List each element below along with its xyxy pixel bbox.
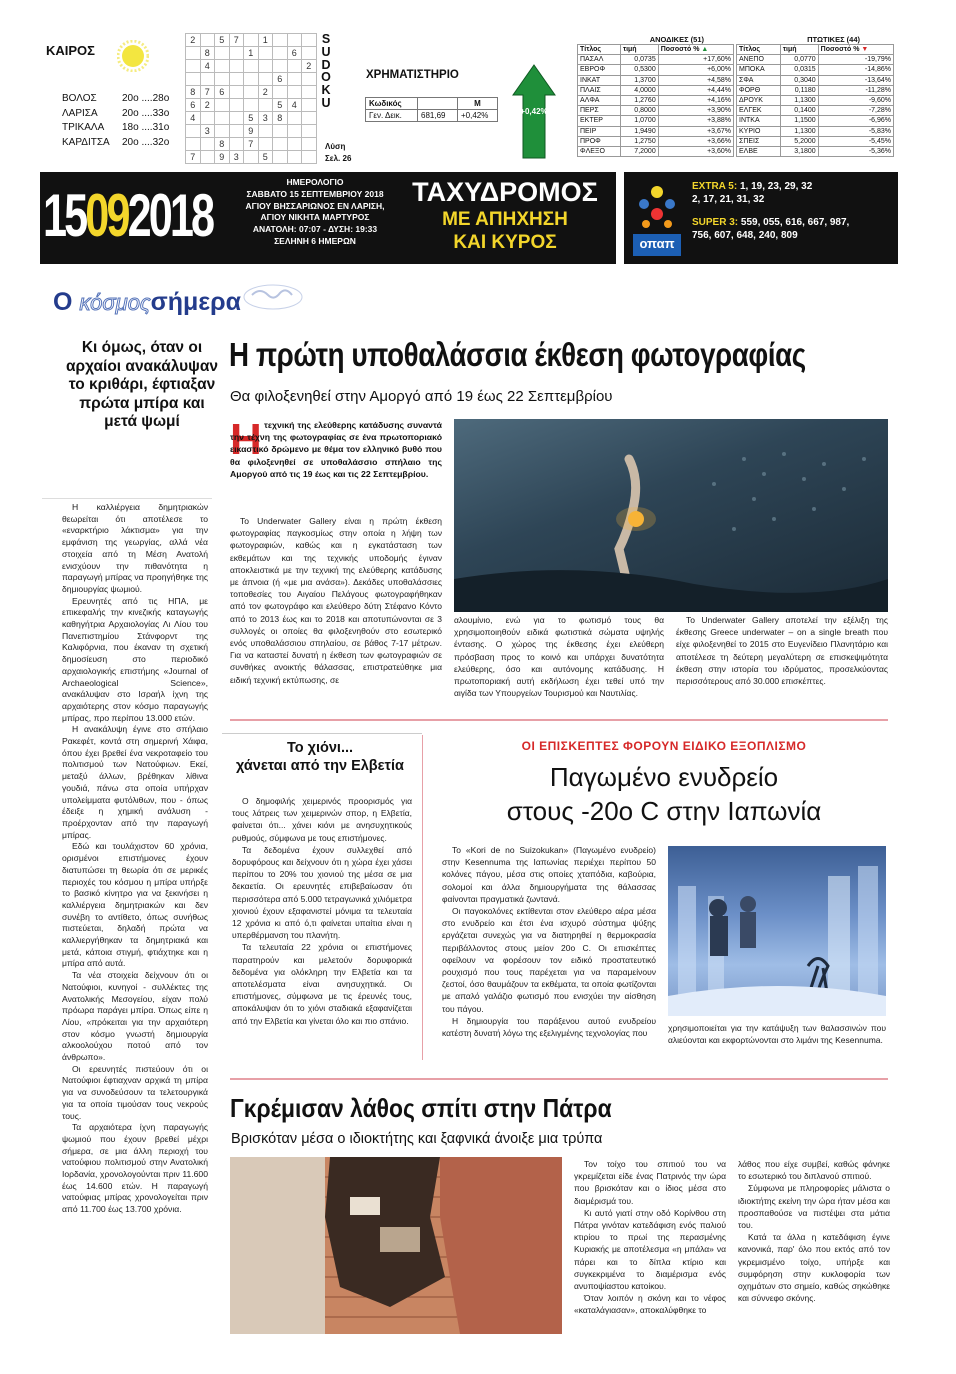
stock-cell: 1,3700 — [620, 75, 658, 85]
stock-index-label: Γεν. Δεικ. — [366, 110, 418, 122]
stock-title: ΧΡΗΜΑΤΙΣΤΗΡΙΟ — [366, 69, 459, 81]
sudoku-solution-label: Λύση — [325, 142, 346, 151]
sudoku-cell — [302, 47, 317, 60]
snow-paragraph: Ο δημοφιλής χειμερινός προορισμός για τους λάτρεις των χειμερινών σπορ, η Ελβετία, φαίνεται ότι... χάνει κιόνι με ανησυχητικούς ρυθμούς, σύμφωνα με τους επιστήμονες. — [232, 796, 412, 843]
main-headline: Η πρώτη υποθαλάσσια έκθεση φωτογραφίας — [229, 336, 806, 373]
sudoku-cell — [273, 138, 288, 151]
main-subtitle: Θα φιλοξενηθεί στην Αμοργό από 19 έως 22 Σεπτεμβρίου — [230, 388, 613, 405]
stock-cell: -6,96% — [818, 116, 893, 126]
sudoku-cell — [287, 138, 302, 151]
calendar-line: ΑΝΑΤΟΛΗ: 07:07 - ΔΥΣΗ: 19:33 — [252, 224, 378, 235]
extra5-numbers: 2, 17, 21, 31, 32 — [692, 194, 765, 205]
sudoku-cell — [302, 99, 317, 112]
stock-cell: +4,16% — [658, 96, 733, 106]
sudoku-cell — [302, 112, 317, 125]
stock-row — [737, 126, 894, 136]
stock-cell: +17,60% — [658, 55, 733, 65]
stock-row — [578, 75, 734, 85]
sudoku-cell: 7 — [244, 138, 259, 151]
sudoku-cell: 4 — [287, 99, 302, 112]
sudoku-cell — [229, 99, 244, 112]
patra-paragraph: Τον τοίχο του σπιτιού του να γκρεμίζεται είδε ένας Πατρινός την ώρα που βρισκόταν και ο ίδιος μέσα στο διαμέρισμά του. — [574, 1159, 726, 1206]
stock-cell: 0,0735 — [620, 55, 658, 65]
sudoku-cell: 1 — [258, 34, 273, 47]
stock-cell: +4,44% — [658, 85, 733, 95]
sudoku-cell: 6 — [273, 73, 288, 86]
sudoku-cell — [244, 73, 259, 86]
stock-row — [737, 136, 894, 146]
weather-title: ΚΑΙΡΟΣ — [46, 43, 95, 58]
sudoku-cell — [258, 47, 273, 60]
weather-row: ΚΑΡΔΙΤΣΑ 20ο ....32ο — [62, 136, 170, 148]
sudoku-cell: 1 — [244, 47, 259, 60]
sudoku-cell — [258, 138, 273, 151]
stock-index-table — [365, 97, 498, 122]
side-paragraph: Η καλλιέργεια δημητριακών θεωρείται ότι αποτέλεσε το «εναρκτήριο λάκτισμα» για την εμφάνιση της γεωργίας, αλλά νέα στοιχεία από τη Μέση Ανατολή ενισχύουν την πιθανότητα η παραγωγή μπίρας να προηγήθηκε της δημιουργίας ψωμιού. — [62, 502, 208, 594]
stock-cell: 1,2750 — [620, 136, 658, 146]
calendar-title: ΗΜΕΡΟΛΟΓΙΟ — [286, 177, 344, 187]
patra-headline: Γκρέμισαν λάθος σπίτι στην Πάτρα — [230, 1093, 612, 1123]
world-map-icon — [242, 283, 304, 311]
weather-row: ΛΑΡΙΣΑ 20ο ....33ο — [62, 107, 170, 119]
stock-cell: ΠΕΡΣ — [578, 106, 621, 116]
sudoku-title: SUDOKU — [321, 32, 331, 110]
aqua-caption: χρησιμοποιείται για την κατάψυξη των θαλασσινών που αλιεύονται και εκφορτώνονται στο λιμάνι της Kesennuma. — [668, 1023, 886, 1046]
sudoku-cell: 5 — [215, 34, 230, 47]
aqua-headline-line1: Παγωμένο ενυδρείο — [549, 762, 779, 792]
sudoku-cell: 2 — [302, 60, 317, 73]
stock-row — [737, 96, 894, 106]
date-year: 2018 — [127, 182, 213, 249]
stock-cell: 1,1300 — [780, 96, 818, 106]
stock-cell: ΑΛΦΑ — [578, 96, 621, 106]
stock-col-m: Μ — [458, 98, 498, 110]
sudoku-grid — [185, 33, 317, 164]
snow-paragraph: Τα δεδομένα έχουν συλλεχθεί από δορυφόρους και δείχνουν ότι η χώρα έχει χάσει περίπου το 20% του χιονιού της μέσα σε μια δεκαετία. Οι ερευνητές επιβεβαίωσαν ότι περισσότερα από 5.000 τετραγωνικά χιλιόμετρα χιονιού έχουν εξαφανιστεί μόνιμα τα τελευταία 12 χρόνια κι από ό,τι φαίνεται υπαίτια είναι η υπερθέρμανση του πλανήτη. — [232, 844, 412, 941]
stock-cell: ΕΒΡΟΦ — [578, 65, 621, 75]
stock-row — [737, 55, 894, 65]
sudoku-cell — [229, 86, 244, 99]
stock-index-change: +0,42% — [458, 110, 498, 122]
side-paragraph: Εδώ και τουλάχιστον 60 χρόνια, ορισμένοι επιστήμονες έχουν διατυπώσει τη θεωρία ότι σε μερικές περιοχές του κόσμου η μπίρα υπήρξε το βασικό κίνητρο για να ξεκινήσει η καλλιέργεια δημητριακών και δεν συνέβη το αντίθετο, όπως συνήθως πιστεύεται, δηλαδή πρώτα να καλλιεργήθηκαν τα δημητριακά και μετά, κάποια στιγμή, φτιάχτηκε και η μπίρα από αυτά. — [62, 841, 208, 969]
patra-paragraph: Όταν λοιπόν η σκόνη και το νέφος «καταλάγιασαν», αποκαλύφθηκε το — [574, 1293, 726, 1316]
stock-cell: -7,28% — [818, 106, 893, 116]
losers-table — [736, 44, 894, 157]
stock-cell: ΠΛΑΙΣ — [578, 85, 621, 95]
super3-numbers: 756, 607, 648, 240, 809 — [692, 230, 798, 241]
stock-cell: -5,36% — [818, 147, 893, 157]
stock-cell: ΕΚΤΕΡ — [578, 116, 621, 126]
snow-top-rule — [222, 733, 422, 734]
stock-cell: +3,66% — [658, 136, 733, 146]
sudoku-cell — [186, 125, 201, 138]
sudoku-cell — [229, 60, 244, 73]
snow-body — [232, 795, 412, 1027]
stock-cell: 1,1300 — [780, 126, 818, 136]
demolition-image — [230, 1157, 562, 1334]
sudoku-cell — [287, 86, 302, 99]
stock-cell: +3,88% — [658, 116, 733, 126]
stock-row — [737, 147, 894, 157]
extra5-label: EXTRA 5: — [692, 181, 738, 192]
stock-cell: -11,28% — [818, 85, 893, 95]
stock-header-cell: Τίτλος — [737, 45, 781, 55]
arrow-label: +0,42% — [520, 107, 548, 116]
masthead-line3: ΚΑΙ ΚΥΡΟΣ — [453, 232, 557, 253]
section-label — [53, 288, 241, 317]
stock-cell: 0,0315 — [780, 65, 818, 75]
stock-cell: 0,3040 — [780, 75, 818, 85]
sudoku-cell — [273, 125, 288, 138]
date-month: 09 — [85, 182, 128, 249]
sudoku-cell — [258, 125, 273, 138]
stock-row — [578, 106, 734, 116]
date-day: 15 — [43, 182, 86, 249]
snow-headline-line1: Το χιόνι... — [286, 740, 354, 756]
sudoku-cell: 5 — [273, 99, 288, 112]
patra-paragraph: Κι αυτό γιατί στην οδό Κορίνθου στη Πάτρα γινόταν κατεδάφιση ενός παλιού κτιρίου το πρωί της περασμένης Κυριακής με αποτέλεσμα «η μπάλα» να πάρει και το δίπλα κτίριο και συγκεκριμένα το διαμέρισμα ενός ανυποψίαστου κατοίκου. — [574, 1207, 726, 1292]
stock-row — [578, 136, 734, 146]
stock-cell: ΦΛΕΞΟ — [578, 147, 621, 157]
weather-row: ΒΟΛΟΣ 20ο ....28ο — [62, 93, 170, 104]
sudoku-cell — [215, 73, 230, 86]
sudoku-cell: 6 — [287, 47, 302, 60]
stock-cell: -5,45% — [818, 136, 893, 146]
side-paragraph: Τα νέα στοιχεία δείχνουν ότι οι Νατούφιοι, κυνηγοί - συλλέκτες της Ανατολικής Μεσογείου, είχαν πολύ πρόωρα παράγει μπίρα. Όπως είπε η Λίου, «πρόκειται για την αρχαιότερη στον κόσμο γνωστή δημιουργία αλκοολούχου ποτού από τον άνθρωπο». — [62, 970, 208, 1063]
sudoku-cell: 2 — [186, 34, 201, 47]
sudoku-cell — [200, 112, 215, 125]
masthead-slogan — [398, 176, 612, 254]
sudoku-cell — [287, 151, 302, 164]
stock-row — [578, 55, 734, 65]
stock-cell: +3,67% — [658, 126, 733, 136]
sudoku-cell: 6 — [186, 99, 201, 112]
extra5-numbers: 1, 19, 23, 29, 32 — [739, 181, 813, 192]
main-col2: αλουμίνιο, ενώ για το φωτισμό τους θα χρησιμοποιηθούν ειδικά φωτιστικά σώματα υψηλής έντασης. Ο χώρος της έκθεσης έχει ελεύθερη πρόσβαση προς το κοινό και υπάρχει δυνατότητα ελεύθερης, όσο και αυτόνομης κατάδυσης. Η πρωτοποριακή αυτή εκδήλωση έχει τεθεί υπό την αιγίδα των Υπουργείων Τουρισμού και Ναυτιλίας. — [454, 615, 664, 699]
sudoku-cell — [302, 125, 317, 138]
stock-header-cell: Ποσοστό % ▼ — [818, 45, 893, 55]
sudoku-cell — [215, 47, 230, 60]
sudoku-cell — [287, 112, 302, 125]
stock-cell: ΠΡΟΦ — [578, 136, 621, 146]
sudoku-cell: 4 — [200, 60, 215, 73]
snow-paragraph: Τα τελευταία 22 χρόνια οι επιστήμονες παρατηρούν και μελετούν δορυφορικά δεδομένα για ολόκληρη την Ελβετία και τα αποτελέσματα είναι ανησυχητικά. Οι επιστήμονες, σύμφωνα με τις έρευνές τους, αποκάλυψαν ότι το χιόνι σταδιακά εξαφανίζεται από την Ελβετία και γίνεται όλο και πιο σπάνιο. — [232, 942, 412, 1026]
sudoku-cell: 2 — [258, 86, 273, 99]
stock-row — [737, 75, 894, 85]
sudoku-cell — [273, 86, 288, 99]
arrow-up-icon: ▲ — [699, 46, 709, 53]
stock-cell: ΣΠΕΙΣ — [737, 136, 781, 146]
sudoku-cell — [215, 125, 230, 138]
sudoku-cell — [273, 151, 288, 164]
stock-cell: ΜΠΟΚΑ — [737, 65, 781, 75]
masthead-line1: ΤΑΧΥΔΡΟΜΟΣ — [412, 177, 598, 207]
sudoku-cell: 5 — [258, 151, 273, 164]
calendar-line: ΑΓΙΟΥ ΝΙΚΗΤΑ ΜΑΡΤΥΡΟΣ — [260, 212, 370, 223]
weather-list — [62, 92, 174, 150]
side-body — [62, 502, 208, 1216]
stock-cell: ΦΟΡΘ — [737, 85, 781, 95]
sudoku-cell — [215, 60, 230, 73]
sudoku-cell: 4 — [186, 112, 201, 125]
sudoku-cell — [229, 125, 244, 138]
sudoku-cell — [287, 60, 302, 73]
stock-cell: 1,1500 — [780, 116, 818, 126]
sudoku-cell — [273, 34, 288, 47]
losers-block — [736, 35, 894, 163]
sudoku-cell: 7 — [229, 34, 244, 47]
sudoku-cell: 7 — [200, 86, 215, 99]
ice-aquarium-photo — [668, 846, 886, 1016]
stock-cell: -9,60% — [818, 96, 893, 106]
sudoku-cell — [258, 60, 273, 73]
aqua-paragraph: Το «Kori de no Suizokukan» (Παγωμένο ενυδρείο) στην Kesennuma της Ιαπωνίας περιέχει περίπου 50 κολόνες πάγου, μέσα στις οποίες χταπόδια, καβούρια, σολομοί και άλλα δημιουργήματα της θάλασσας φαίνονται πραγματικά ζωντανά. — [442, 845, 656, 904]
stock-cell: 0,8000 — [620, 106, 658, 116]
sudoku-cell — [258, 73, 273, 86]
date-display — [43, 180, 212, 252]
main-col3: Το Underwater Gallery αποτελεί την εξέλιξη της έκθεσης Greece underwater – on a single breath που είχε φιλοξενηθεί το 2015 στο Ευγενίδειο Πλανητάριο και αποτέλεσε τη δεύτερη μεγαλύτερη σε επισκεψιμότητα έκθεση στην ιστορία του ιδρύματος, προσελκύοντας περισσότερους από 30.000 επισκέπτες. — [676, 615, 888, 687]
super3-label: SUPER 3: — [692, 217, 739, 228]
aqua-paragraph: Οι παγοκολόνες εκτίθενται στον ελεύθερο αέρα μέσα στο ενυδρείο και έτσι ένα ισχυρό σύστημα ψύξης εργάζεται συνεχώς για να διατηρηθεί η θερμοκρασία περιβάλλοντος στους μείον 20ο C. Οι επισκέπτες οφείλουν να φορέσουν τον ειδικό προστατευτικό ρουχισμό που τους παρέχεται για να παραμείνουν ζεστοί, όσο θαυμάζουν τα εκθέματα, τα οποία φωτίζονται με απαλό γαλάζιο φωτισμό που ενισχύει την αίσθηση του πάγου. — [442, 906, 656, 1014]
stock-cell: +6,00% — [658, 65, 733, 75]
stock-cell: 1,0700 — [620, 116, 658, 126]
patra-col2 — [738, 1158, 890, 1304]
stock-cell: -13,64% — [818, 75, 893, 85]
sun-icon — [117, 40, 149, 72]
stock-cell: ΙΝΚΑΤ — [578, 75, 621, 85]
sudoku-cell — [229, 112, 244, 125]
calendar-line: ΑΓΙΟΥ ΒΗΣΣΑΡΙΩΝΟΣ ΕΝ ΛΑΡΙΣΗ, — [245, 200, 385, 211]
sudoku-cell — [302, 86, 317, 99]
stock-row — [578, 147, 734, 157]
sudoku-cell: 3 — [229, 151, 244, 164]
ice-aquarium-image — [668, 846, 886, 1016]
losers-title: ΠΤΩΤΙΚΕΣ (44) — [807, 35, 860, 44]
sudoku-cell — [244, 86, 259, 99]
sudoku-cell — [200, 34, 215, 47]
stock-cell: ΕΛΓΕΚ — [737, 106, 781, 116]
stock-cell: +4,58% — [658, 75, 733, 85]
aqua-headline-line2: στους -20ο C στην Ιαπωνία — [506, 796, 822, 826]
sudoku-cell — [287, 73, 302, 86]
stock-cell: 0,5300 — [620, 65, 658, 75]
aqua-body — [442, 844, 656, 1039]
stock-cell: -14,86% — [818, 65, 893, 75]
patra-paragraph: Σύμφωνα με πληροφορίες μάλιστα ο ιδιοκτήτης εκείνη την ώρα ήταν μέσα και προσπαθούσε να πιστέψει στα μάτια του. — [738, 1183, 890, 1231]
sudoku-cell: 7 — [186, 151, 201, 164]
sudoku-cell — [200, 151, 215, 164]
stock-cell: 0,0770 — [780, 55, 818, 65]
side-paragraph: Η ανακάλυψη έγινε στο σπήλαιο Ρακεφέτ, κοντά στη σημερινή Χάιφα, όπου έχει βρεθεί ένα νεκροταφείο του πολιτισμού των Νατούφιων. Εκεί, μεταξύ άλλων, βρέθηκαν λίθινα γουδιά, πάνω στα οποία υπήρχαν υπολείμματα φυτόλιθων, που - όπως έδειξε η χημική ανάλυση - προέρχονταν από την παραγωγή μπίρας. — [62, 724, 208, 840]
section-kosmos: κόσμος — [79, 290, 151, 315]
sudoku-cell — [244, 99, 259, 112]
patra-paragraph: λάθος που είχε συμβεί, καθώς φάνηκε το εσωτερικό του διπλανού σπιτιού. — [738, 1159, 890, 1182]
gainers-table — [577, 44, 734, 157]
aqua-paragraph: Η δημιουργία του παράξενου αυτού ενυδρείου κατέστη δυνατή λόγω της εξελιγμένης τεχνολογίας που — [442, 1015, 656, 1039]
sudoku-cell — [273, 47, 288, 60]
stock-col-code: Κωδικός — [366, 98, 418, 110]
snow-headline-line2: χάνεται από την Ελβετία — [236, 757, 404, 774]
stock-cell: +3,60% — [658, 147, 733, 157]
calendar-block — [245, 177, 385, 248]
sudoku-cell — [186, 73, 201, 86]
stock-cell: ΠΑΣΑΛ — [578, 55, 621, 65]
sudoku-solution-page: Σελ. 26 — [325, 154, 352, 163]
sudoku-cell — [302, 151, 317, 164]
column-divider — [422, 735, 423, 1060]
side-paragraph: Τα αρχαιότερα ίχνη παραγωγής ψωμιού που έχουν βρεθεί μέχρι σήμερα, σε μια άλλη περιοχή του νατούφιου πολιτισμού στην Ανατολική Ιορδανία, χρονολογούνται πριν 11.600 έως 14.600 ετών. Η παραγωγή νατούφιας μπίρας χρονολογείται πριν από 11.700 έως 13.700 χρόνια. — [62, 1122, 208, 1215]
stock-cell: -19,79% — [818, 55, 893, 65]
stock-cell: ΠΕΙΡ — [578, 126, 621, 136]
sudoku-cell — [215, 112, 230, 125]
super3-numbers: 559, 055, 616, 667, 987, — [740, 217, 850, 228]
sudoku-cell — [215, 99, 230, 112]
weather-row: ΤΡΙΚΑΛΑ 18ο ....31ο — [62, 122, 170, 133]
diver-image — [454, 419, 888, 612]
sudoku-cell: 8 — [200, 47, 215, 60]
stock-cell: 7,2000 — [620, 147, 658, 157]
stock-row — [737, 116, 894, 126]
main-lead: τεχνική της ελεύθερης κατάδυσης συναντά την τέχνη της φωτογραφίας σε ένα πρωτοποριακό εικαστικό δρώμενο με θέμα τον ελληνικό βυθό που θα φιλοξενηθεί σε υποθαλάσσιο σπήλαιο της Αμοργού από τις 19 έως και τις 22 Σεπτεμβρίου. — [230, 420, 442, 479]
stock-row — [737, 106, 894, 116]
stock-cell: ΑΝΕΠΟ — [737, 55, 781, 65]
sudoku-cell — [186, 47, 201, 60]
stock-cell: +3,90% — [658, 106, 733, 116]
stock-cell: 3,1800 — [780, 147, 818, 157]
patra-paragraph: Κατά τα άλλα η κατεδάφιση έγινε κανονικά, παρ' όλο που εκτός από τον γκρεμισμένο τοίχο, υπήρξε και συμφόρηση στην κυκλοφορία των οχημάτων στο σημείο, καθώς σηκώθηκε και σύννεφο σκόνης. — [738, 1232, 890, 1304]
opap-results — [692, 180, 849, 242]
sudoku-cell — [186, 60, 201, 73]
gainers-block — [577, 35, 734, 163]
sudoku-cell — [302, 73, 317, 86]
stock-cell: ΚΥΡΙΟ — [737, 126, 781, 136]
stock-cell: 1,2760 — [620, 96, 658, 106]
sudoku-cell — [273, 60, 288, 73]
stock-cell: 4,0000 — [620, 85, 658, 95]
stock-row — [578, 116, 734, 126]
dropcap: Η — [230, 415, 262, 464]
stock-cell: ΔΡΟΥΚ — [737, 96, 781, 106]
stock-row — [737, 85, 894, 95]
sudoku-cell: 8 — [186, 86, 201, 99]
calendar-line: ΣΑΒΒΑΤΟ 15 ΣΕΠΤΕΜΒΡΙΟΥ 2018 — [246, 188, 384, 199]
masthead-line2: ΜΕ ΑΠΗΧΗΣΗ — [442, 209, 568, 230]
sudoku-cell — [229, 47, 244, 60]
stock-row — [578, 126, 734, 136]
stock-row — [578, 96, 734, 106]
divider-rule — [230, 719, 888, 721]
snow-headline — [230, 740, 410, 775]
section-o: Ο — [53, 288, 73, 316]
sudoku-cell — [186, 138, 201, 151]
sudoku-cell — [287, 34, 302, 47]
side-headline: Κι όμως, όταν οι αρχαίοι ανακάλυψαν το κριθάρι, έφτιαξαν πρώτα μπίρα και μετά ψωμί — [66, 339, 218, 430]
sudoku-cell — [302, 138, 317, 151]
sudoku-cell — [229, 73, 244, 86]
underwater-photo — [454, 419, 888, 612]
stock-header-cell: τιμή — [620, 45, 658, 55]
sudoku-cell: 5 — [244, 112, 259, 125]
sudoku-cell: 6 — [215, 86, 230, 99]
stock-cell: 0,1400 — [780, 106, 818, 116]
sudoku-cell: 2 — [200, 99, 215, 112]
demolition-photo — [230, 1157, 562, 1334]
stock-header-cell: τιμή — [780, 45, 818, 55]
sudoku-cell — [200, 73, 215, 86]
sudoku-cell — [229, 138, 244, 151]
stock-header-cell: Ποσοστό % ▲ — [658, 45, 733, 55]
arrow-down-icon: ▼ — [859, 46, 869, 53]
calendar-line: ΣΕΛΗΝΗ 6 ΗΜΕΡΩΝ — [274, 235, 356, 246]
stock-row — [578, 65, 734, 75]
sudoku-cell: 8 — [273, 112, 288, 125]
sudoku-cell — [287, 125, 302, 138]
sudoku-cell — [302, 34, 317, 47]
stock-cell: -5,83% — [818, 126, 893, 136]
side-paragraph: Οι ερευνητές πιστεύουν ότι οι Νατούφιοι έφτιαχναν αρχικά τη μπίρα για να συνοδεύσουν τα τελετουργικά για τα οποία τιμούσαν τους νεκρούς τους. — [62, 1063, 208, 1121]
stock-index-value: 681,69 — [418, 110, 458, 122]
patra-col1 — [574, 1158, 726, 1317]
gainers-title: ΑΝΟΔΙΚΕΣ (51) — [649, 35, 704, 44]
sudoku-cell — [244, 151, 259, 164]
stock-cell: 5,2000 — [780, 136, 818, 146]
patra-subtitle: Βρισκόταν μέσα ο ιδιοκτήτης και ξαφνικά άνοιξε μια τρύπα — [231, 1131, 603, 1147]
sudoku-cell: 9 — [244, 125, 259, 138]
aqua-kicker: ΟΙ ΕΠΙΣΚΕΠΤΕΣ ΦΟΡΟΥΝ ΕΙΔΙΚΟ ΕΞΟΠΛΙΣΜΟ — [521, 739, 807, 753]
stock-cell: 0,1180 — [780, 85, 818, 95]
sudoku-cell: 3 — [258, 112, 273, 125]
side-paragraph: Ερευνητές από τις ΗΠΑ, με επικεφαλής την κινεζικής καταγωγής καθηγήτρια Αρχαιολογίας Λι Λίου του Πανεπιστημίου Στάνφορντ της Καλιφόρνια, που έκαναν τη σχετική δημοσίευση στο περιοδικό αρχαιολογικής επιστήμης «Journal of Archaeological Science», ανακάλυψαν στο Ισραήλ ίχνη της αρχαιότερης στον κόσμο παραγωγής μπίρας, προ περίπου 13.000 ετών. — [62, 595, 208, 723]
sudoku-cell: 9 — [215, 151, 230, 164]
stock-header-cell: Τίτλος — [578, 45, 621, 55]
sudoku-cell: 8 — [215, 138, 230, 151]
sudoku-cell: 3 — [200, 125, 215, 138]
sudoku-cell — [200, 138, 215, 151]
stock-row — [578, 85, 734, 95]
sudoku-cell — [244, 34, 259, 47]
stock-row — [737, 65, 894, 75]
sudoku-cell — [258, 99, 273, 112]
divider-rule — [230, 1078, 888, 1080]
opap-logo-text: οπαπ — [639, 236, 675, 251]
stock-cell: 1,9490 — [620, 126, 658, 136]
section-simera: σήμερα — [150, 288, 242, 316]
stock-cell: ΣΦΑ — [737, 75, 781, 85]
stock-cell: ΙΝΤΚΑ — [737, 116, 781, 126]
sudoku-cell — [244, 60, 259, 73]
aqua-headline — [440, 760, 888, 828]
main-col1: Το Underwater Gallery είναι η πρώτη έκθεση φωτογραφίας παγκοσμίως στην οποία η λήψη των φωτογραφιών, καθώς και η εγκατάσταση των εκθεμάτων και της τεχνικής υποδομής έγιναν αποκλειστικά με την τεχνική της ελεύθερης κατάδυσης με άπνοια (ή «με μια ανάσα»). Δεκάδες υποθαλάσσιες τοποθεσίες του Αιγαίου Πελάγους φωτογραφήθηκαν από τον φωτογράφο και ελεύθερο δύτη Στέφανο Κόντο από το 2013 έως και το 2018 και αποτυπώνονται σε 3 συλλογές οι οποίες θα φιλοξενηθούν στο εσωτερικό ενός υποθαλάσσιου σπηλαίου, σε βάθος 7-17 μέτρων. Για να καταστεί δυνατή η έκθεση των φωτογραφιών σε συνθήκες ανοικτής θάλασσας, επιστρατεύθηκε μια ειδική τεχνική εκτύπωσης, σε — [230, 516, 442, 685]
stock-cell: ΕΛΒΕ — [737, 147, 781, 157]
